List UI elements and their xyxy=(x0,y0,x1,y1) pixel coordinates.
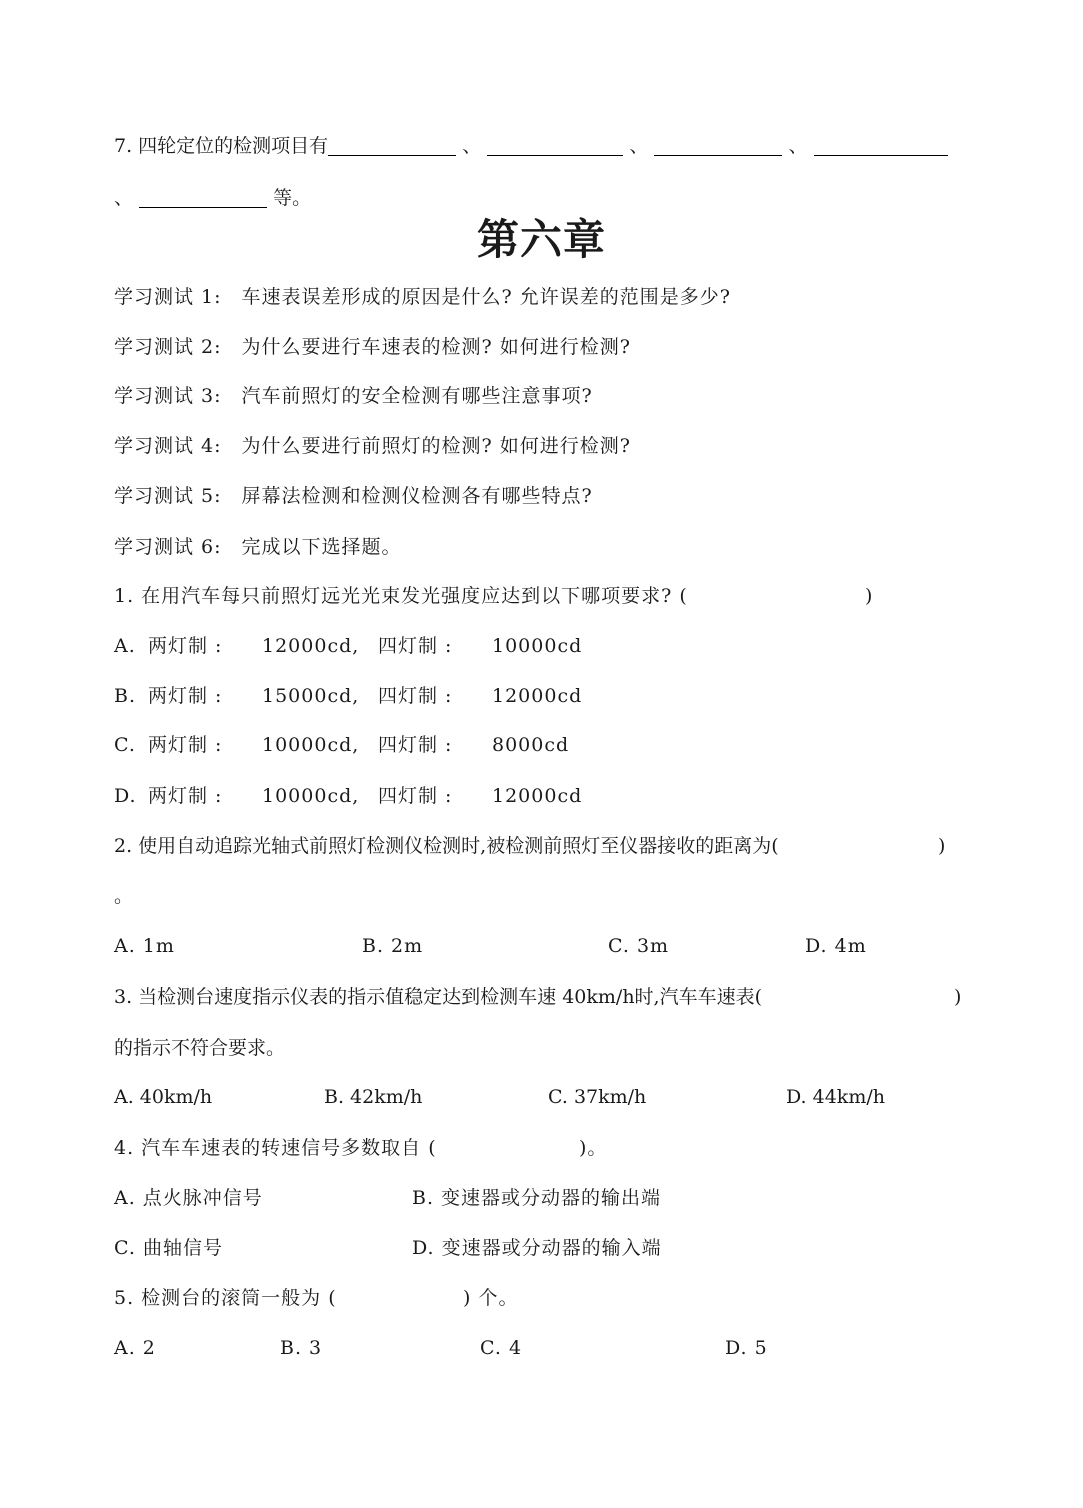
question-4-option-a[interactable]: A. 点火脉冲信号 xyxy=(114,1187,263,1209)
question-5-close: ) 个。 xyxy=(463,1287,519,1309)
study-test-text: 完成以下选择题。 xyxy=(241,536,402,558)
study-test-5 xyxy=(114,484,593,508)
question-7-line-1 xyxy=(114,134,948,158)
answer-blank[interactable] xyxy=(328,137,456,156)
chapter-title: 第六章 xyxy=(476,215,606,264)
option-label: 四灯制 : xyxy=(378,734,453,756)
study-test-text: 汽车前照灯的安全检测有哪些注意事项? xyxy=(241,385,593,407)
question-2-cont: 。 xyxy=(114,885,134,907)
question-1-stem xyxy=(114,584,688,608)
question-5-option-c[interactable]: C. 4 xyxy=(480,1337,523,1359)
separator: 、 xyxy=(114,187,134,209)
option-letter: A. xyxy=(114,635,136,657)
option-label: 两灯制 : xyxy=(148,785,223,807)
question-3-cont: 的指示不符合要求。 xyxy=(114,1037,286,1059)
question-3-option-d[interactable]: D. 44km/h xyxy=(786,1086,885,1108)
study-test-1 xyxy=(114,285,731,309)
question-4-option-d[interactable]: D. 变速器或分动器的输入端 xyxy=(412,1237,662,1259)
question-7-end: 等。 xyxy=(273,187,312,209)
question-7-text: 7. 四轮定位的检测项目有 xyxy=(114,135,329,157)
question-2-option-b[interactable]: B. 2m xyxy=(362,935,424,957)
separator: 、 xyxy=(462,135,482,157)
option-letter: C. xyxy=(114,734,136,756)
question-2-option-c[interactable]: C. 3m xyxy=(608,935,670,957)
question-2-close: ) xyxy=(938,835,946,857)
question-text: 1. 在用汽车每只前照灯远光光束发光强度应达到以下哪项要求? ( xyxy=(114,585,688,607)
option-value: 15000cd, xyxy=(262,685,360,707)
study-test-label: 学习测试 3: xyxy=(114,385,222,407)
option-value: 12000cd, xyxy=(262,635,360,657)
question-3-close: ) xyxy=(954,986,962,1008)
question-3-stem: 3. 当检测台速度指示仪表的指示值稳定达到检测车速 40km/h时,汽车车速表( xyxy=(114,986,763,1008)
study-test-label: 学习测试 5: xyxy=(114,485,222,507)
question-4-close: )。 xyxy=(579,1137,608,1159)
study-test-label: 学习测试 6: xyxy=(114,536,222,558)
option-value: 8000cd xyxy=(492,734,570,756)
question-4-option-b[interactable]: B. 变速器或分动器的输出端 xyxy=(412,1187,662,1209)
option-value: 10000cd, xyxy=(262,785,360,807)
option-label: 四灯制 : xyxy=(378,785,453,807)
study-test-text: 车速表误差形成的原因是什么? 允许误差的范围是多少? xyxy=(241,286,731,308)
option-label: 两灯制 : xyxy=(148,635,223,657)
option-value: 10000cd xyxy=(492,635,583,657)
question-4-stem: 4. 汽车车速表的转速信号多数取自 ( xyxy=(114,1137,437,1159)
option-label: 两灯制 : xyxy=(148,685,223,707)
separator: 、 xyxy=(629,135,649,157)
option-label: 四灯制 : xyxy=(378,635,453,657)
option-value: 12000cd xyxy=(492,785,583,807)
question-1-close: ) xyxy=(865,585,873,607)
option-value: 12000cd xyxy=(492,685,583,707)
study-test-label: 学习测试 1: xyxy=(114,286,222,308)
study-test-2 xyxy=(114,335,631,359)
study-test-label: 学习测试 4: xyxy=(114,435,222,457)
separator: 、 xyxy=(788,135,808,157)
option-label: 四灯制 : xyxy=(378,685,453,707)
study-test-text: 屏幕法检测和检测仪检测各有哪些特点? xyxy=(241,485,593,507)
study-test-text: 为什么要进行车速表的检测? 如何进行检测? xyxy=(241,336,631,358)
study-test-3 xyxy=(114,384,593,408)
answer-blank[interactable] xyxy=(654,137,782,156)
question-3-option-a[interactable]: A. 40km/h xyxy=(114,1086,213,1108)
question-5-option-d[interactable]: D. 5 xyxy=(725,1337,768,1359)
question-2-option-d[interactable]: D. 4m xyxy=(805,935,867,957)
study-test-text: 为什么要进行前照灯的检测? 如何进行检测? xyxy=(241,435,631,457)
study-test-label: 学习测试 2: xyxy=(114,336,222,358)
question-3-option-c[interactable]: C. 37km/h xyxy=(548,1086,647,1108)
option-label: 两灯制 : xyxy=(148,734,223,756)
option-letter: D. xyxy=(114,785,137,807)
answer-blank[interactable] xyxy=(487,137,623,156)
question-5-stem: 5. 检测台的滚筒一般为 ( xyxy=(114,1287,337,1309)
question-7-line-2 xyxy=(114,186,311,210)
study-test-6 xyxy=(114,535,402,559)
question-5-option-a[interactable]: A. 2 xyxy=(114,1337,156,1359)
question-5-option-b[interactable]: B. 3 xyxy=(280,1337,323,1359)
question-3-option-b[interactable]: B. 42km/h xyxy=(324,1086,423,1108)
question-2-option-a[interactable]: A. 1m xyxy=(114,935,175,957)
answer-blank[interactable] xyxy=(139,189,267,208)
question-2-stem: 2. 使用自动追踪光轴式前照灯检测仪检测时,被检测前照灯至仪器接收的距离为( xyxy=(114,835,779,857)
option-letter: B. xyxy=(114,685,137,707)
answer-blank[interactable] xyxy=(814,137,948,156)
study-test-4 xyxy=(114,434,631,458)
option-value: 10000cd, xyxy=(262,734,360,756)
question-4-option-c[interactable]: C. 曲轴信号 xyxy=(114,1237,223,1259)
